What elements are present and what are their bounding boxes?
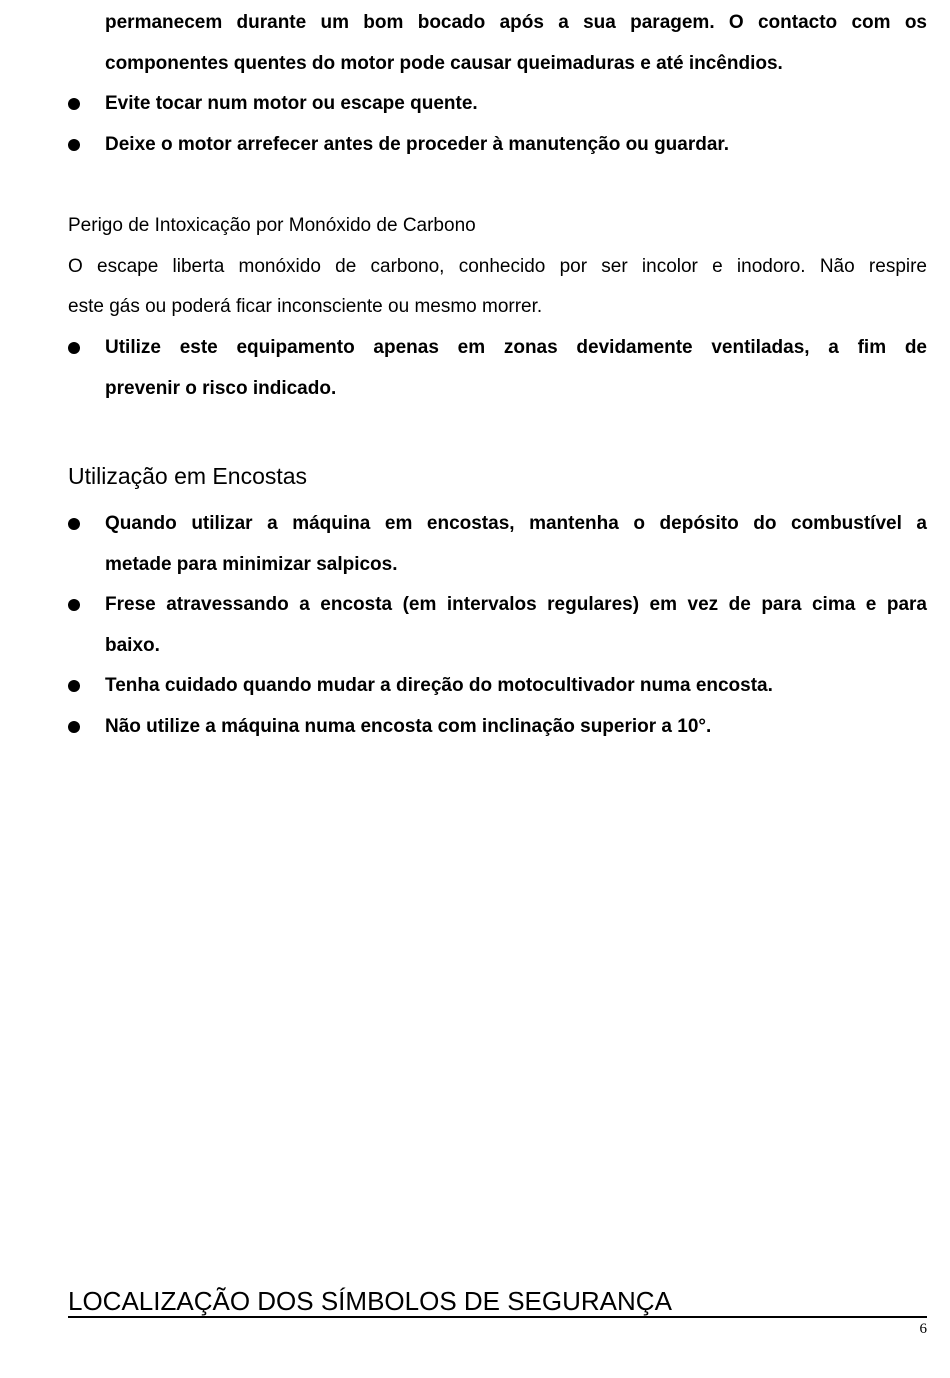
bullet-icon [68,518,80,530]
slopes-bullet-2-line-1: Frese atravessando a encosta (em intervalos regulares) em vez de para cima e para [105,594,927,615]
slopes-bullet-3: Tenha cuidado quando mudar a direção do motocultivador numa encosta. [105,675,773,696]
slopes-bullet-1-line-1: Quando utilizar a máquina em encostas, mantenha o depósito do combustível a [105,513,927,534]
heat-continuation-line-1: permanecem durante um bom bocado após a sua paragem. O contacto com os [105,12,927,33]
co-paragraph-line-1: O escape liberta monóxido de carbono, conhecido por ser incolor e inodoro. Não respire [68,256,927,277]
heat-bullet-1: Evite tocar num motor ou escape quente. [105,93,478,114]
co-bullet-line-2: prevenir o risco indicado. [105,378,337,399]
heat-continuation-line-2: componentes quentes do motor pode causar queimaduras e até incêndios. [105,53,783,74]
safety-symbols-heading: LOCALIZAÇÃO DOS SÍMBOLOS DE SEGURANÇA [68,1286,672,1316]
bullet-icon [68,680,80,692]
bullet-icon [68,98,80,110]
bullet-icon [68,342,80,354]
bullet-icon [68,721,80,733]
slopes-bullet-2-line-2: baixo. [105,635,160,656]
slopes-bullet-4: Não utilize a máquina numa encosta com inclinação superior a 10°. [105,716,712,737]
page-number: 6 [919,1321,927,1337]
bullet-icon [68,139,80,151]
slopes-heading: Utilização em Encostas [68,463,308,489]
co-heading: Perigo de Intoxicação por Monóxido de Carbono [68,215,476,236]
heat-bullet-2: Deixe o motor arrefecer antes de proceder à manutenção ou guardar. [105,134,730,155]
footer-divider [68,1316,927,1318]
co-paragraph-line-2: este gás ou poderá ficar inconsciente ou mesmo morrer. [68,296,543,317]
co-bullet-line-1: Utilize este equipamento apenas em zonas devidamente ventiladas, a fim de [105,337,927,358]
slopes-bullet-1-line-2: metade para minimizar salpicos. [105,554,398,575]
bullet-icon [68,599,80,611]
